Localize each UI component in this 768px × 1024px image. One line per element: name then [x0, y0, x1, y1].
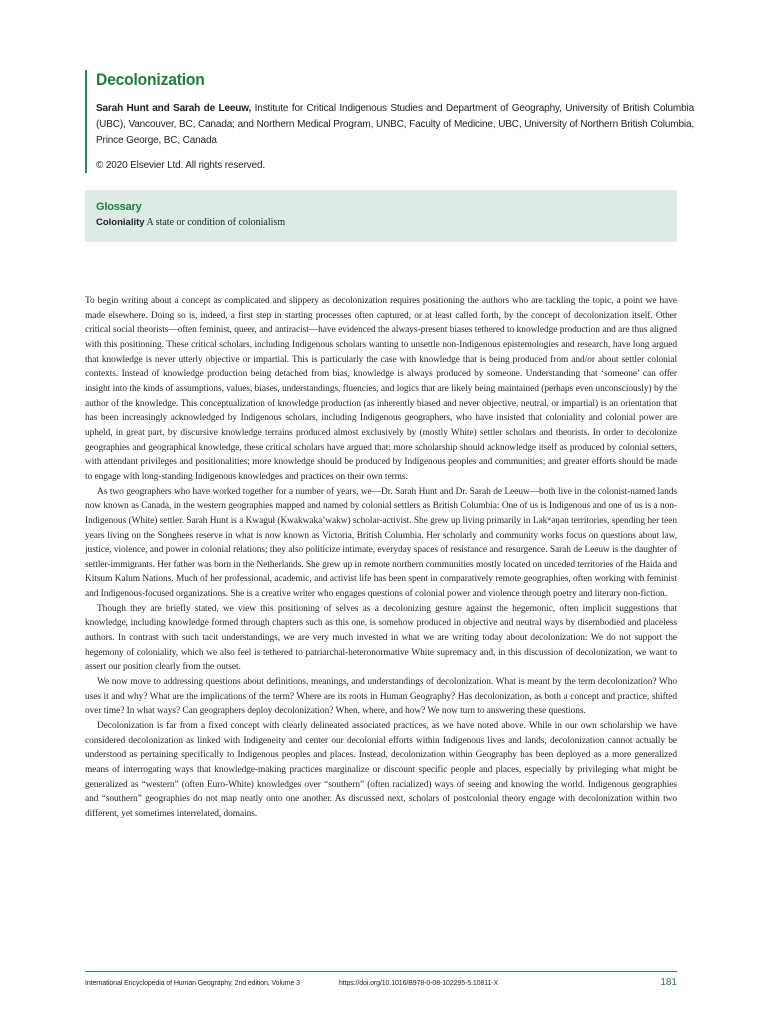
article-body — [85, 294, 677, 822]
body-paragraph: As two geographers who have worked together for a number of years, we—Dr. Sarah Hunt and Dr. Sarah de Leeuw—both live in the colonist-named lands now known as Canada, in the western geographies mapped and named by colonial settlers as British Columbia: One of us is Indigenous and one of us is a non-Indigenous (White) settler. Sarah Hunt is a Kwaguł (Kwakwaka’wakw) scholar-activist. She grew up living primarily in Ləkʷəŋən territories, spending her teen years living on the Songhees reserve in what is now known as Victoria, British Columbia. Her scholarly and community works focus on questions about law, justice, violence, and power in colonial relations; they also politicize intimate, everyday spaces of resistance and resurgence. Sarah de Leeuw is the daughter of settler-immigrants. Her father was born in the Netherlands. She grew up in remote northern communities mostly located on unceded territories of the Haida and Kitsum Kalum Nations. Much of her professional, academic, and activist life has been spent in comparatively remote geographies, often working with feminist and Indigenous-focused organizations. She is a creative writer who engages questions of colonial power and violence through poetry and literary non-fiction. — [85, 486, 677, 600]
glossary-box — [85, 190, 677, 242]
body-paragraph: To begin writing about a concept as complicated and slippery as decolonization requires positioning the authors who are tackling the topic, a point we have made elsewhere. Doing so is, indeed, a first step in starting processes often captured, or at least called forth, by the concept of decolonization itself. Other critical social theorists—often feminist, queer, and antiracist—have evidenced the always-present biases tethered to knowledge production and are thus aligned with this positioning. These critical scholars, including Indigenous scholars wanting to unsettle non-Indigenous epistemologies and research, have long argued that knowledge is never utterly objective or impartial. This is particularly the case with knowledge that is being produced from and/or about settler colonial contexts. Instead of knowledge production being detached from bias, knowledge is always produced by someone. Understanding that ‘someone’ can offer insight into the kinds of assumptions, values, biases, understandings, fluencies, and logics that are likely being maintained (perhaps even unconsciously) by the author of the knowledge. This conceptualization of knowledge production (as inherently biased and never objective, neutral, or impartial) is an orientation that has been increasingly acknowledged by Indigenous scholars, including Indigenous geographers, who have insisted that coloniality and colonial power are upheld, in great part, by discursive knowledge terrains produced almost exclusively by (mostly White) settler scholars and theorists. In order to decolonize geographies and geographical knowledge, these critical scholars have argued that: more scholarship should acknowledge itself as produced by colonial setters, with attendant privileges and positionalities; more knowledge should be produced by Indigenous peoples and communities; and greater efforts should be made to engage with long-standing Indigenous knowledges and practices on their own terms. — [85, 296, 677, 482]
copyright-notice: © 2020 Elsevier Ltd. All rights reserved. — [96, 160, 266, 171]
page-number: 181 — [660, 977, 677, 988]
article-header — [85, 70, 694, 173]
glossary-definition: A state or condition of colonialism — [144, 217, 286, 228]
author-affiliation — [96, 101, 694, 149]
glossary-term: Coloniality — [96, 217, 145, 228]
author-names: Sarah Hunt and Sarah de Leeuw, — [96, 103, 252, 114]
body-paragraph: Decolonization is far from a fixed concept with clearly delineated associated practices, as we have noted above. While in our own scholarship we have considered decolonization as linked with Indigeneity and center our decolonial efforts within Indigenous lives and lands, decolonization cannot actually be understood as pertaining specifically to Indigenous peoples and places. Instead, decolonization within Geography has been deployed as a more generalized means of interrogating ways that knowledge-making practices marginalize or discount specific people and places, especially by privileging what might be generalized as “western” (often Euro-White) knowledges over “southern” (often racialized) ways of seeing and knowing the world. Indigenous geographies and “southern” geographies do not map neatly onto one another. As discussed next, scholars of postcolonial theory engage with decolonization within two different, yet sometimes interrelated, domains. — [85, 721, 677, 819]
article-title: Decolonization — [96, 70, 205, 89]
body-paragraph: Though they are briefly stated, we view this positioning of selves as a decolonizing gesture against the hegemonic, often implicit suggestions that knowledge, including knowledge formed through chapters such as this one, is somehow produced in objective and neutral ways by disembodied and placeless authors. In contrast with such tacit understandings, we are very much invested in what we are writing today about decolonization: We do not support the hegemony of coloniality, which we also feel is tethered to patriarchal-heteronormative White supremacy and, in this discussion of decolonization, we want to assert our position clearly from the outset. — [85, 603, 677, 673]
affiliation-text: Institute for Critical Indigenous Studies and Department of Geography, University of British Columbia (UBC), Vancouver, BC, Canada; and Northern Medical Program, UNBC, Faculty of Medicine, UBC, University of Northern British Columbia, Prince George, BC, Canada — [96, 103, 694, 146]
page-footer — [85, 971, 677, 988]
glossary-heading: Glossary — [96, 201, 142, 213]
footer-doi-link[interactable]: https://doi.org/10.1016/B978-0-08-102295-5.10811-X — [339, 980, 499, 987]
body-paragraph: We now move to addressing questions about definitions, meanings, and understandings of decolonization. What is meant by the term decolonization? Who uses it and why? What are the implications of the term? Where are its roots in Human Geography? Has decolonization, as both a concept and practice, shifted over time? In what ways? Can geographers deploy decolonization? When, where, and how? We now turn to answering these questions. — [85, 677, 677, 717]
footer-source: International Encyclopedia of Human Geography, 2nd edition, Volume 3 — [85, 980, 300, 987]
glossary-entry — [96, 217, 285, 228]
